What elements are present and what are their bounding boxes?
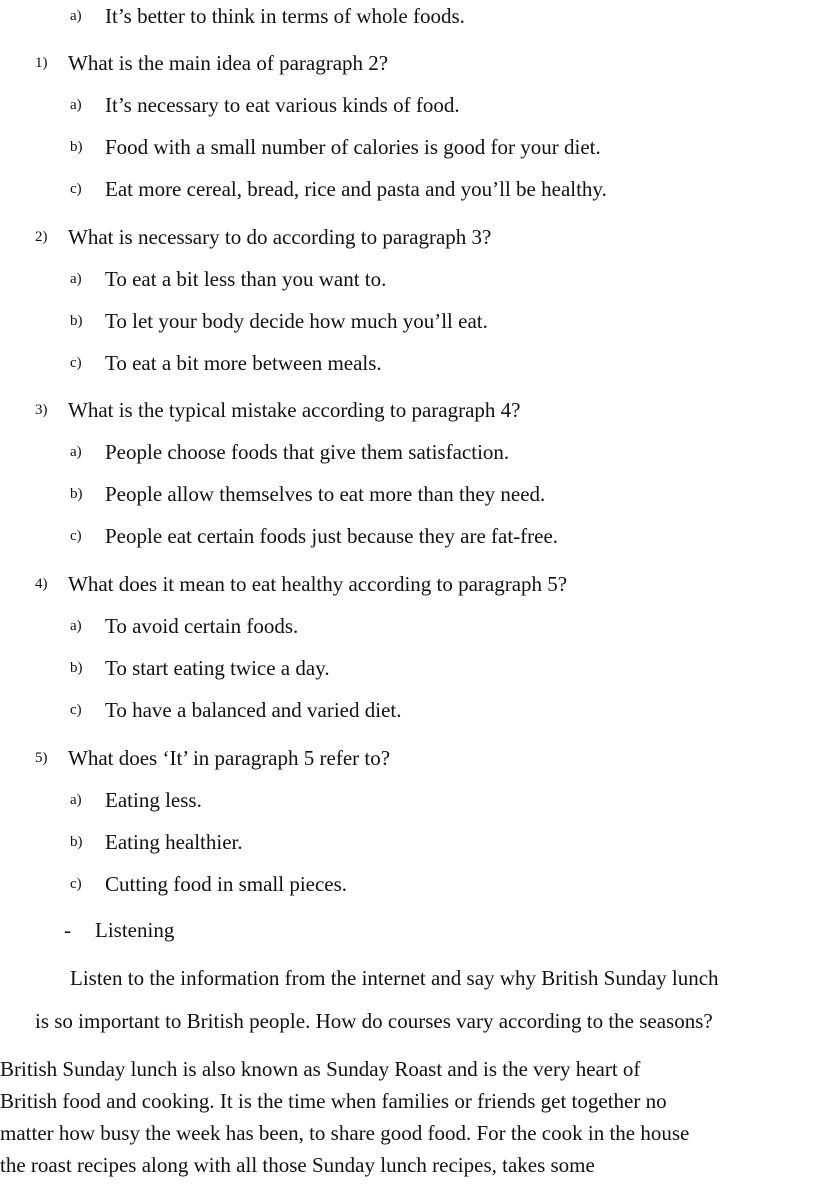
option-marker: a) [70, 97, 82, 113]
option-text: To start eating twice a day. [105, 656, 330, 680]
option-text: Eating less. [105, 788, 202, 812]
passage-line: British food and cooking. It is the time when families or friends get together no [0, 1089, 667, 1113]
option-marker: c) [70, 181, 82, 197]
question-text: What does ‘It’ in paragraph 5 refer to? [68, 746, 391, 770]
option-marker: b) [70, 834, 83, 850]
option-text: People eat certain foods just because they are fat-free. [105, 524, 559, 548]
option-text: It’s better to think in terms of whole foods. [105, 4, 465, 28]
option-text: Cutting food in small pieces. [105, 872, 348, 896]
question-number: 4) [35, 576, 48, 592]
option-marker: a) [70, 792, 82, 808]
option-text: People allow themselves to eat more than they need. [105, 482, 546, 506]
option-text: Food with a small number of calories is good for your diet. [105, 135, 601, 159]
option-text: Eat more cereal, bread, rice and pasta and you’ll be healthy. [105, 177, 607, 201]
instruction-line: is so important to British people. How do courses vary according to the seasons? [35, 1009, 713, 1033]
option-text: People choose foods that give them satisfaction. [105, 440, 510, 464]
question-text: What is the main idea of paragraph 2? [68, 51, 389, 75]
option-text: To eat a bit less than you want to. [105, 267, 387, 291]
option-marker: c) [70, 702, 82, 718]
question-text: What does it mean to eat healthy according to paragraph 5? [68, 572, 568, 596]
list-bullet: - [64, 918, 71, 942]
option-marker: b) [70, 486, 83, 502]
option-marker: a) [70, 271, 82, 287]
option-marker: a) [70, 444, 82, 460]
option-text: To let your body decide how much you’ll eat. [105, 309, 488, 333]
option-text: It’s necessary to eat various kinds of food. [105, 93, 460, 117]
option-marker: c) [70, 876, 82, 892]
option-marker: c) [70, 528, 82, 544]
option-marker: c) [70, 355, 82, 371]
passage-line: the roast recipes along with all those Sunday lunch recipes, takes some [0, 1153, 595, 1177]
question-text: What is necessary to do according to paragraph 3? [68, 225, 492, 249]
option-marker: b) [70, 139, 83, 155]
option-marker: b) [70, 660, 83, 676]
question-number: 5) [35, 750, 48, 766]
option-marker: a) [70, 8, 82, 24]
instruction-line: Listen to the information from the internet and say why British Sunday lunch [70, 966, 719, 990]
option-marker: b) [70, 313, 83, 329]
passage-line: matter how busy the week has been, to share good food. For the cook in the house [0, 1121, 690, 1145]
passage-line: British Sunday lunch is also known as Sunday Roast and is the very heart of [0, 1057, 641, 1081]
option-text: To have a balanced and varied diet. [105, 698, 402, 722]
option-text: Eating healthier. [105, 830, 243, 854]
option-text: To eat a bit more between meals. [105, 351, 382, 375]
question-number: 2) [35, 229, 48, 245]
section-heading: Listening [95, 918, 175, 942]
question-text: What is the typical mistake according to paragraph 4? [68, 398, 521, 422]
option-marker: a) [70, 618, 82, 634]
question-number: 3) [35, 402, 48, 418]
question-number: 1) [35, 55, 48, 71]
option-text: To avoid certain foods. [105, 614, 299, 638]
